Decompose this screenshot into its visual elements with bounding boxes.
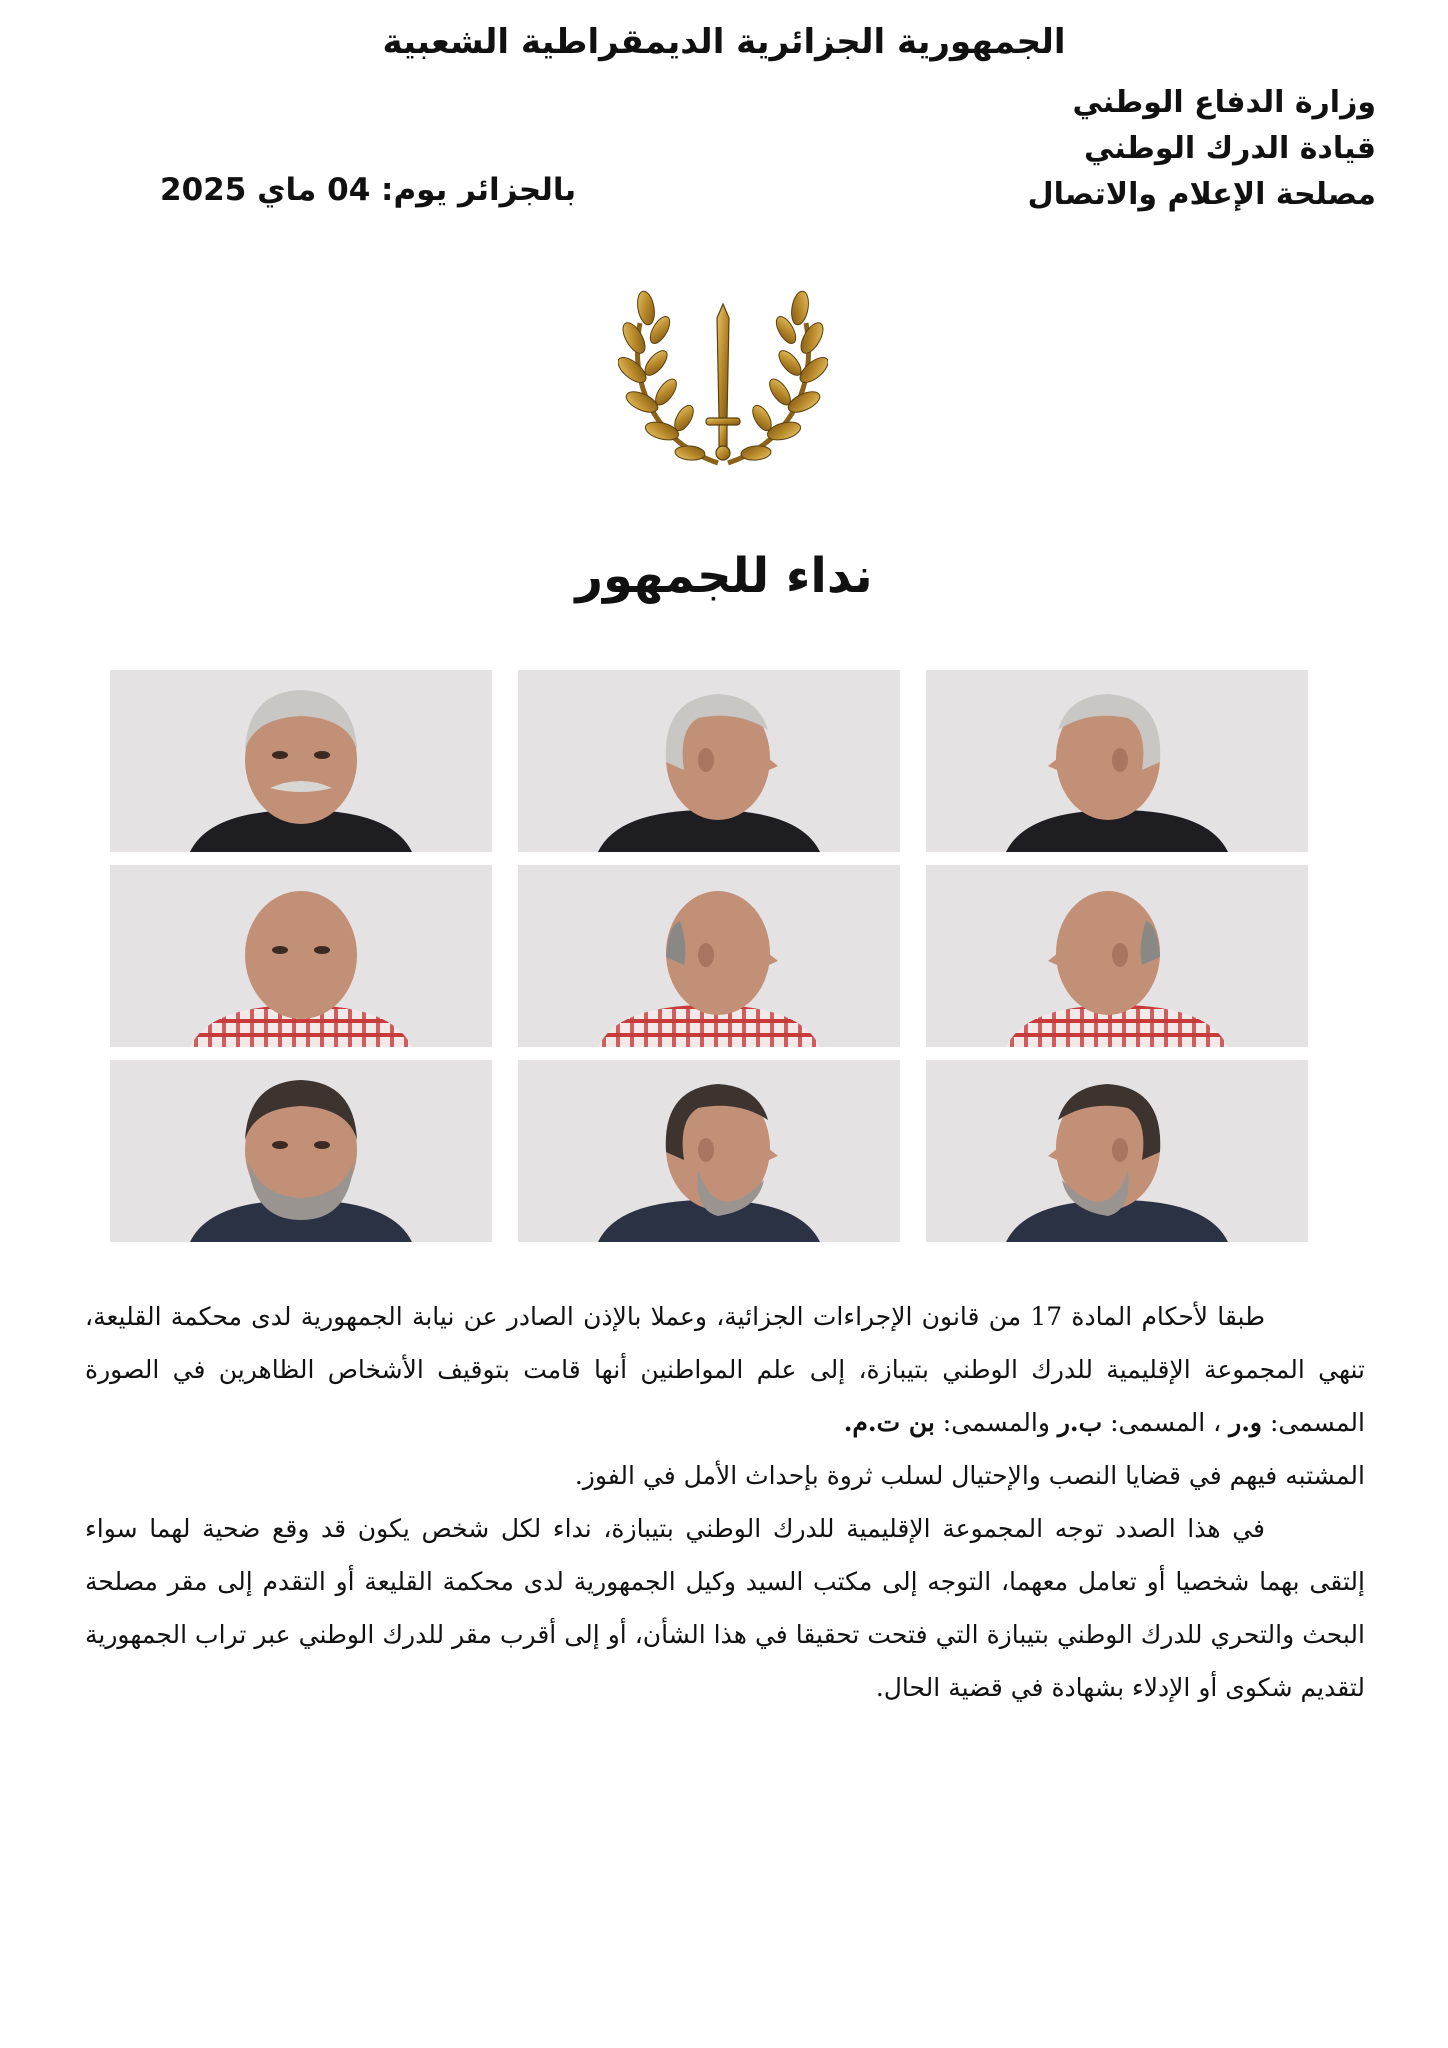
announcement-body [85,1290,1365,1714]
republic-header: الجمهورية الجزائرية الديمقراطية الشعبية [382,22,1066,62]
suspect-name-3: بن ت.م. [843,1408,935,1437]
suspect-photo-row2-profile-right [518,865,900,1047]
service-name: مصلحة الإعلام والاتصال [1027,177,1376,212]
mugshot-image [110,670,492,852]
suspect-name-1: و.ر [1229,1408,1262,1437]
document-title: نداء للجمهور [575,548,873,604]
gendarmerie-emblem [618,268,828,480]
mugshot-image [110,1060,492,1242]
paragraph-1 [85,1290,1365,1449]
suspect-photo-row1-profile-right [518,670,900,852]
mugshot-image [926,865,1308,1047]
paragraph-3: في هذا الصدد توجه المجموعة الإقليمية للدرك الوطني بتيبازة، نداء لكل شخص يكون قد وقع ضحية لهما سواء إلتقى بهما شخصيا أو تعامل معهما، التوجه إلى مكتب السيد وكيل الجمهورية لدى محكمة القليعة أو التقدم إلى مقر مصلحة البحث والتحري للدرك الوطني بتيبازة التي فتحت تحقيقا في هذا الشأن، أو إلى أقرب مقر للدرك الوطني عبر تراب الجمهورية لتقديم شكوى أو الإدلاء بشهادة في قضية الحال. [85,1514,1365,1702]
mugshot-image [926,1060,1308,1242]
suspect-photo-row1-profile-left [926,670,1308,852]
command-name: قيادة الدرك الوطني [1083,131,1376,166]
mugshot-image [518,1060,900,1242]
issuing-authority [1028,80,1376,218]
suspect-photo-row1-front [110,670,492,852]
suspects-photo-grid [110,670,1308,1242]
separator-text-1: ، المسمى: [1110,1408,1222,1437]
issue-date: بالجزائر يوم: 04 ماي 2025 [160,172,577,208]
suspect-photo-row3-profile-right [518,1060,900,1242]
separator-text-2: والمسمى: [942,1408,1050,1437]
paragraph-1-text: طبقا لأحكام المادة 17 من قانون الإجراءات الجزائية، وعملا بالإذن الصادر عن نيابة الجمهورية لدى محكمة القليعة، تنهي المجموعة الإقليمية للدرك الوطني بتيبازة، إلى علم المواطنين أنها قامت بتوقيف الأشخاص الظاهرين في الصورة المسمى: [85,1302,1365,1437]
mugshot-image [518,865,900,1047]
suspect-photo-row2-front [110,865,492,1047]
mugshot-image [110,865,492,1047]
suspect-name-2: ب.ر [1057,1408,1103,1437]
suspect-photo-row3-profile-left [926,1060,1308,1242]
mugshot-image [926,670,1308,852]
suspect-photo-row3-front [110,1060,492,1242]
ministry-name: وزارة الدفاع الوطني [1072,85,1376,120]
paragraph-2: المشتبه فيهم في قضايا النصب والإحتيال لسلب ثروة بإحداث الأمل في الفوز. [574,1461,1365,1490]
suspect-photo-row2-profile-left [926,865,1308,1047]
mugshot-image [518,670,900,852]
